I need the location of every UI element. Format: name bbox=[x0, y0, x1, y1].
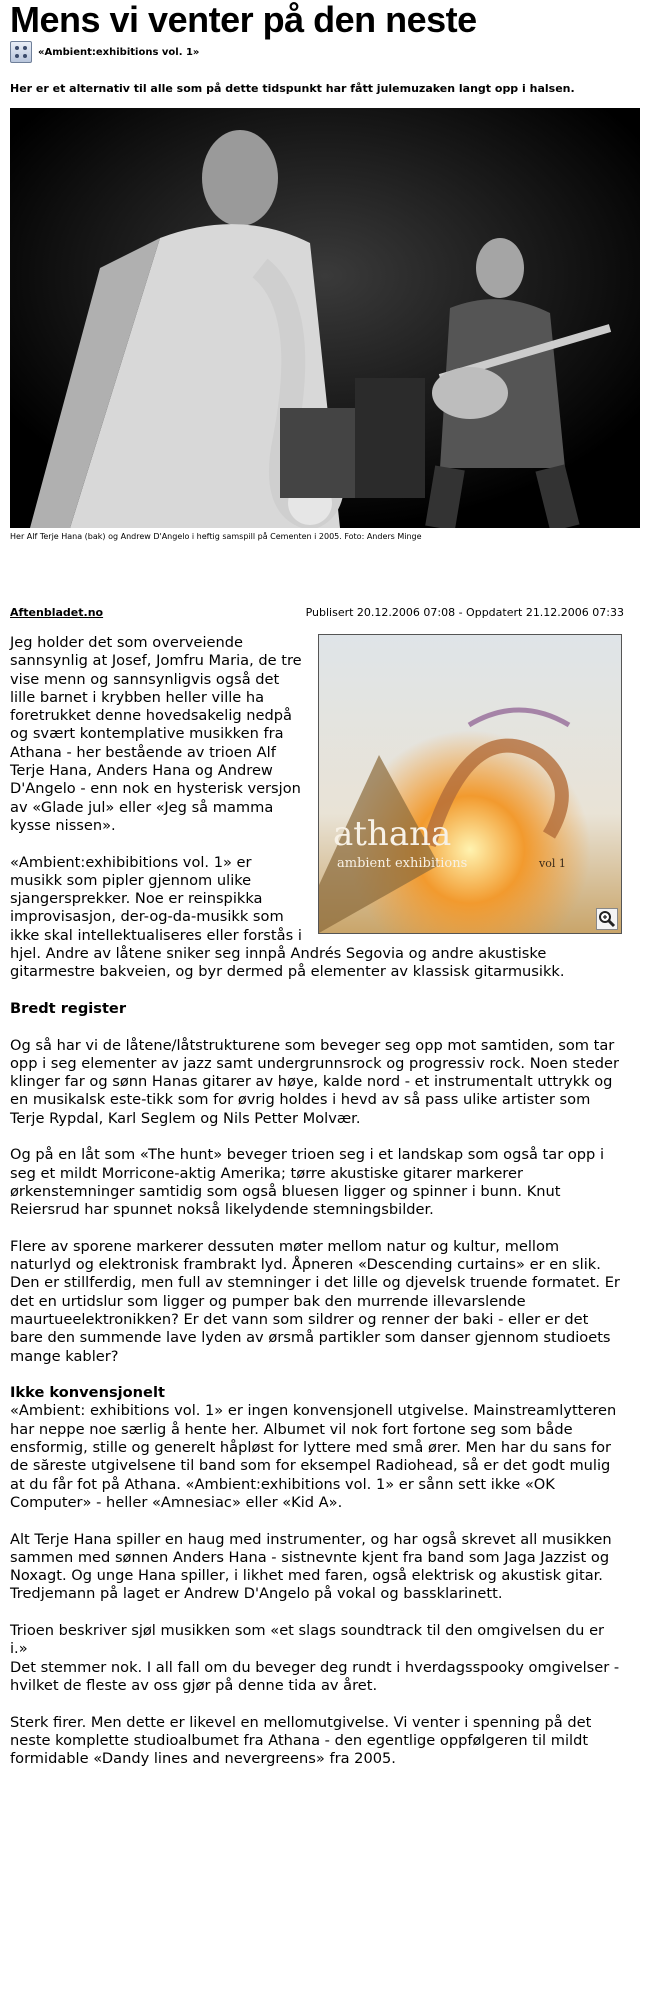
paragraph: Og på en låt som «The hunt» beveger trioen seg i et landskap som også tar opp i seg et mildt Morricone-aktig Amerika; tørre akustiske gitarer markerer ørkenstemninger samtidig som også bluesen ligger og spinner i bunn. Knut Reiersrud har spunnet nokså likelydende stemningsbilder. bbox=[10, 1146, 604, 1219]
article-body bbox=[10, 634, 622, 1787]
concert-photo bbox=[10, 108, 640, 528]
paragraph: «Ambient:exhibibitions vol. 1» er musikk som pipler gjennom ulike sjangersprekker. Noe er reinspikka improvisasjon, der-og-da-musikk som ikke skal intellektualiseres eller forstås i hjel. Andre av låtene sniker seg innpå Andrés Segovia og andre akustiske gitarmestre bakveien, og byr dermed på elementer av klassisk gitarmusikk. bbox=[10, 853, 565, 981]
photo-caption: Her Alf Terje Hana (bak) og Andrew D'Angelo i heftig samspill på Cementen i 2005. Foto: Anders Minge bbox=[10, 532, 422, 541]
paragraph: Det stemmer nok. I all fall om du beveger deg rundt i hverdagsspooky omgivelser - hvilket de fleste av oss gjør på denne tida av året. bbox=[10, 1658, 620, 1694]
paragraph: «Ambient: exhibitions vol. 1» er ingen konvensjonell utgivelse. Mainstreamlytteren har neppe noe særlig å hente her. Albumet vil nok fort fortone seg som både ensformig, stille og generelt håpløst for lyttere med små ører. Men har du sans for de săreste utgivelsene til band som for eksempel Radiohead, så er det godt mulig at du får fot på Athana. «Ambient:exhibitions vol. 1» er sånn sett ikke «OK Computer» - heller «Amnesiac» eller «Kid A». bbox=[10, 1402, 617, 1511]
album-title: «Ambient:exhibitions vol. 1» bbox=[38, 46, 200, 58]
cover-band-name: athana bbox=[333, 814, 452, 854]
paragraph: Sterk firer. Men dette er likevel en mellomutgivelse. Vi venter i spenning på det neste komplette studioalbumet fra Athana - den egentlige oppfølgeren til mildt formidable «Dandy lines and nevergreens» fra 2005. bbox=[10, 1713, 592, 1768]
album-cover[interactable] bbox=[318, 634, 622, 934]
paragraph: Jeg holder det som overveiende sannsynlig at Josef, Jomfru Maria, de tre vise menn og sannsynligvis også det lille barnet i krybben heller ville ha foretrukket denne hovedsakelig nedpå og svært kontemplative musikken fra Athana - her bestående av trioen Alf Terje Hana, Anders Hana og Andrew D'Angelo - enn nok en hysterisk versjon av «Glade jul» eller «Jeg så mamma kysse nissen». bbox=[10, 634, 302, 834]
paragraph: Flere av sporene markerer dessuten møter mellom natur og kultur, mellom naturlyd og elektronisk frambrakt lyd. Åpneren «Descending curtains» er en slik. Den er stillferdig, men full av stemninger i det lille og djevelsk truende formatet. Er det en urtidslur som ligger og pumper bak den murrende illevarslende maurtueelektronikken? Er det vann som sildrer og renner der baki - eller er det bare den summende lave lyden av ørsmå partikler som danser gjennom studioets mange kabler? bbox=[10, 1237, 620, 1365]
paragraph: Og så har vi de låtene/låtstrukturene som beveger seg opp mot samtiden, som tar opp i seg elementer av jazz samt undergrunnsrock og progressiv rock. Noen steder klinger far og sønn Hanas gitarer av høye, kalde nord - et instrumentalt uttrykk og en musikalsk este-tikk som for øvrig holdes i hevd av så pass ulike artister som Terje Rypdal, Karl Seglem og Nils Petter Molvær. bbox=[10, 1036, 619, 1127]
album-info-row bbox=[10, 40, 199, 64]
paragraph: Alt Terje Hana spiller en haug med instrumenter, og har også skrevet all musikken sammen med sønnen Anders Hana - sistnevnte kjent fra band som Jaga Jazzist og Noxagt. Og unge Hana spiller, i likhet med faren, også elektrisk og akustisk gitar. Tredjemann på laget er Andrew D'Angelo på vokal og bassklarinett. bbox=[10, 1530, 612, 1603]
publish-date: Publisert 20.12.2006 07:08 - Oppdatert 21.12.2006 07:33 bbox=[305, 606, 624, 619]
byline bbox=[10, 606, 624, 619]
headline: Mens vi venter på den neste bbox=[10, 0, 477, 40]
cover-subtitle: ambient exhibitions bbox=[337, 856, 468, 871]
zoom-icon[interactable] bbox=[596, 908, 618, 930]
subheading: Bredt register bbox=[10, 999, 127, 1017]
source-link[interactable]: Aftenbladet.no bbox=[10, 606, 104, 619]
lead-text: Her er et alternativ til alle som på dette tidspunkt har fått julemuzaken langt opp i halsen. bbox=[10, 82, 575, 95]
cover-vol: vol 1 bbox=[539, 857, 566, 870]
subheading: Ikke konvensjonelt bbox=[10, 1384, 165, 1402]
paragraph: Trioen beskriver sjøl musikken som «et slags soundtrack til den omgivelsen du er i.» bbox=[10, 1622, 605, 1658]
dice-icon[interactable] bbox=[10, 41, 32, 63]
